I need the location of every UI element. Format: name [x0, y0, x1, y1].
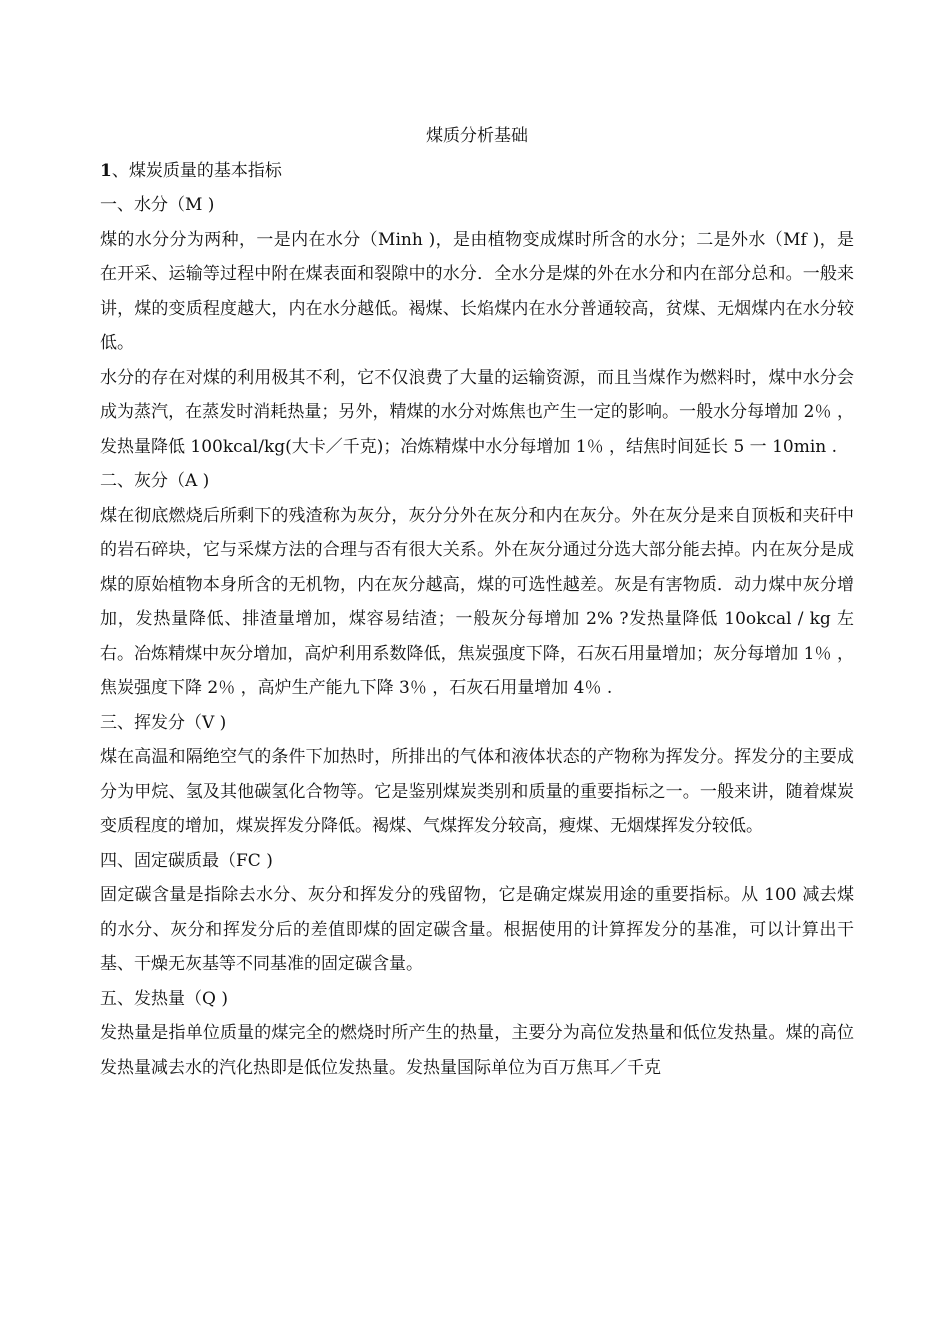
- subsection-heading-fixed-carbon: 四、固定碳质最（FC ): [100, 850, 273, 871]
- subsection-heading-moisture: 一、水分（M ): [100, 195, 215, 215]
- subsection-heading-volatile: 三、挥发分（V ): [100, 712, 227, 733]
- document-page: [100, 119, 854, 1085]
- section-heading: [100, 154, 854, 189]
- paragraph-volatile: 煤在高温和隔绝空气的条件下加热时，所排出的气体和液体状态的产物称为挥发分。挥发分的主要成分为甲烷、氢及其他碳氢化合物等。它是鉴别煤炭类别和质量的重要指标之一。一般来讲，随着煤炭变质程度的增加，煤炭挥发分降低。褐煤、气煤挥发分较高，瘦煤、无烟煤挥发分较低。: [100, 747, 854, 836]
- section-label: 、煤炭质量的基本指标: [111, 160, 282, 181]
- subsection-heading-ash: 二、灰分（A ): [100, 471, 210, 491]
- section-number: 1: [100, 160, 112, 181]
- paragraph-fixed-carbon: 固定碳含量是指除去水分、灰分和挥发分的残留物，它是确定煤炭用途的重要指标。从 100 减去煤的水分、灰分和挥发分后的差值即煤的固定碳含量。根据使用的计算挥发分的基准，可以计算出干基、干燥无灰基等不同基准的固定碳含量。: [100, 885, 854, 974]
- document-title: 煤质分析基础: [426, 126, 528, 146]
- subsection-heading-calorific: 五、发热量（Q ): [100, 988, 228, 1009]
- paragraph-calorific: 发热量是指单位质量的煤完全的燃烧时所产生的热量，主要分为高位发热量和低位发热量。煤的高位发热量减去水的汽化热即是低位发热量。发热量国际单位为百万焦耳／千克: [100, 1023, 854, 1078]
- paragraph-moisture-types: 煤的水分分为两种，一是内在水分（Minh )，是由植物变成煤时所含的水分；二是外水（Mf )，是在开采、运输等过程中附在煤表面和裂隙中的水分．全水分是煤的外在水分和内在部分总和。一般来讲，煤的变质程度越大，内在水分越低。褐煤、长焰煤内在水分普通较高，贫煤、无烟煤内在水分较低。: [100, 229, 854, 353]
- paragraph-moisture-effects: 水分的存在对煤的利用极其不利，它不仅浪费了大量的运输资源，而且当煤作为燃料时，煤中水分会成为蒸汽，在蒸发时消耗热量；另外，精煤的水分对炼焦也产生一定的影响。一般水分每增加 2％ ，发热量降低 100kcal/kg(大卡／千克)；冶炼精煤中水分每增加 1％ ，结焦时间延长 5 一 10min .: [100, 367, 854, 457]
- paragraph-ash: 煤在彻底燃烧后所剩下的残渣称为灰分，灰分分外在灰分和内在灰分。外在灰分是来自顶板和夹矸中的岩石碎块，它与采煤方法的合理与否有很大关系。外在灰分通过分选大部分能去掉。内在灰分是成煤的原始植物本身所含的无机物，内在灰分越高，煤的可选性越差。灰是有害物质．动力煤中灰分增加，发热量降低、排渣量增加，煤容易结渣；一般灰分每增加 2% ?发热量降低 10okcal / kg 左右。冶炼精煤中灰分增加，高炉利用系数降低，焦炭强度下降，石灰石用量增加；灰分每增加 1％ ，焦炭强度下降 2％ ，高炉生产能九下降 3％ ，石灰石用量增加 4％ .: [100, 505, 854, 698]
